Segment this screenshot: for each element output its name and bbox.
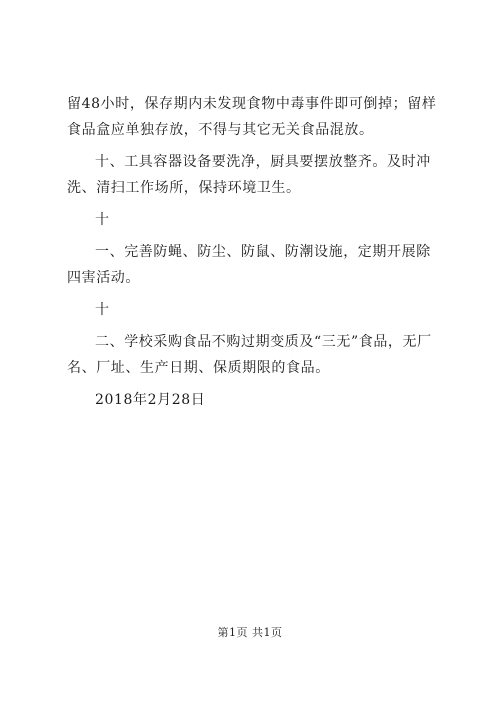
paragraph-item-twelve: 二、学校采购食品不购过期变质及“三无”食品，无厂名、厂址、生产日期、保质期限的食品。 <box>67 334 432 376</box>
paragraph-sample-retention: 留48小时，保存期内未发现食物中毒事件即可倒掉；留样食品盒应单独存放，不得与其它无关食品混放。 <box>67 96 437 138</box>
document-body <box>67 91 437 419</box>
paragraph-item-ten: 十、工具容器设备要洗净，厨具要摆放整齐。及时冲洗、清扫工作场所，保持环境卫生。 <box>67 154 431 196</box>
paragraph-numeral-ten-a: 十 <box>95 212 110 228</box>
paragraph-item-eleven: 一、完善防蝇、防尘、防鼠、防潮设施，定期开展除四害活动。 <box>67 244 431 286</box>
paragraph-numeral-ten-b: 十 <box>95 302 110 318</box>
page-number-footer: 第1页 共1页 <box>217 626 283 639</box>
document-date: 2018年2月28日 <box>95 392 206 408</box>
